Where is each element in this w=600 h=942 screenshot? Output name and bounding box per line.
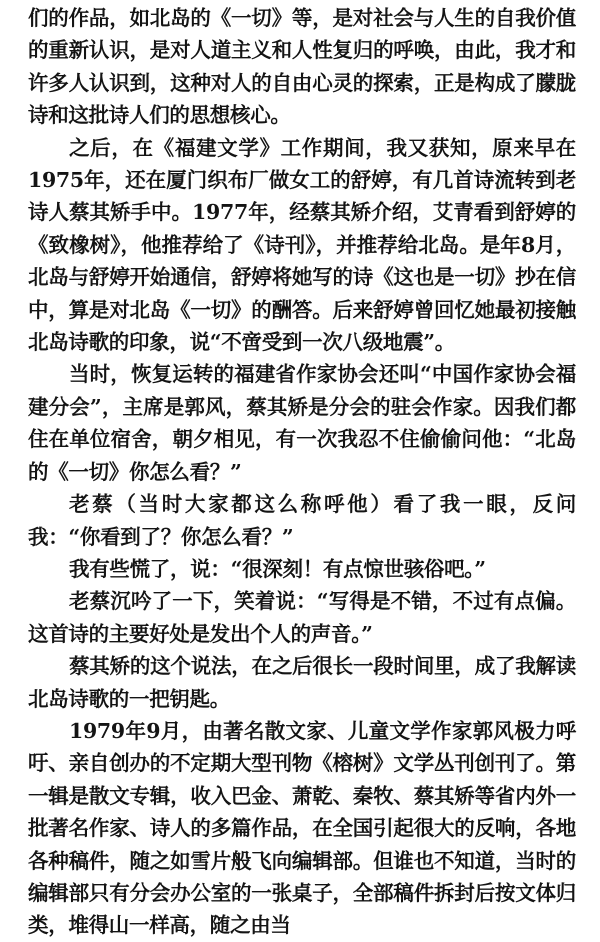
paragraph-5: 我有些慌了，说：“很深刻！有点惊世骇俗吧。” <box>69 556 486 581</box>
paragraph-6: 老蔡沉吟了一下，笑着说：“写得是不错，不过有点偏。这首诗的主要好处是发出个人的声音。” <box>28 589 576 646</box>
paragraph-3: 当时，恢复运转的福建省作家协会还叫“中国作家协会福建分会”，主席是郭风，蔡其矫是分会的驻会作家。因我们都住在单位宿舍，朝夕相见，有一次我忍不住偷偷问他：“北岛的《一切》你怎么看？” <box>28 362 576 484</box>
paragraph-2: 之后，在《福建文学》工作期间，我又获知，原来早在1975年，还在厦门织布厂做女工的舒婷，有几首诗流转到老诗人蔡其矫手中。1977年，经蔡其矫介绍，艾青看到舒婷的《致橡树》，他推荐给了《诗刊》，并推荐给北岛。是年8月，北岛与舒婷开始通信，舒婷将她写的诗《这也是一切》抄在信中，算是对北岛《一切》的酬答。后来舒婷曾回忆她最初接触北岛诗歌的印象，说“不啻受到一次八级地震”。 <box>28 135 576 355</box>
paragraph-1: 们的作品，如北岛的《一切》等，是对社会与人生的自我价值的重新认识，是对人道主义和人性复归的呼唤，由此，我才和许多人认识到，这种对人的自由心灵的探索，正是构成了朦胧诗和这批诗人们的思想核心。 <box>28 6 576 128</box>
paragraph-8: 1979年9月，由著名散文家、儿童文学作家郭风极力呼吁、亲自创办的不定期大型刊物《榕树》文学丛刊创刊了。第一辑是散文专辑，收入巴金、萧乾、秦牧、蔡其矫等省内外一批著名作家、诗人的多篇作品，在全国引起很大的反响，各地各种稿件，随之如雪片般飞向编辑部。但谁也不知道，当时的编辑部只有分会办公室的一张桌子，全部稿件拆封后按文体归类，堆得山一样高，随之由当 <box>28 718 576 938</box>
paragraph-7: 蔡其矫的这个说法，在之后很长一段时间里，成了我解读北岛诗歌的一把钥匙。 <box>28 654 576 711</box>
document-page <box>28 2 576 942</box>
paragraph-4: 老蔡（当时大家都这么称呼他）看了我一眼，反问我：“你看到了？你怎么看？” <box>28 492 576 549</box>
